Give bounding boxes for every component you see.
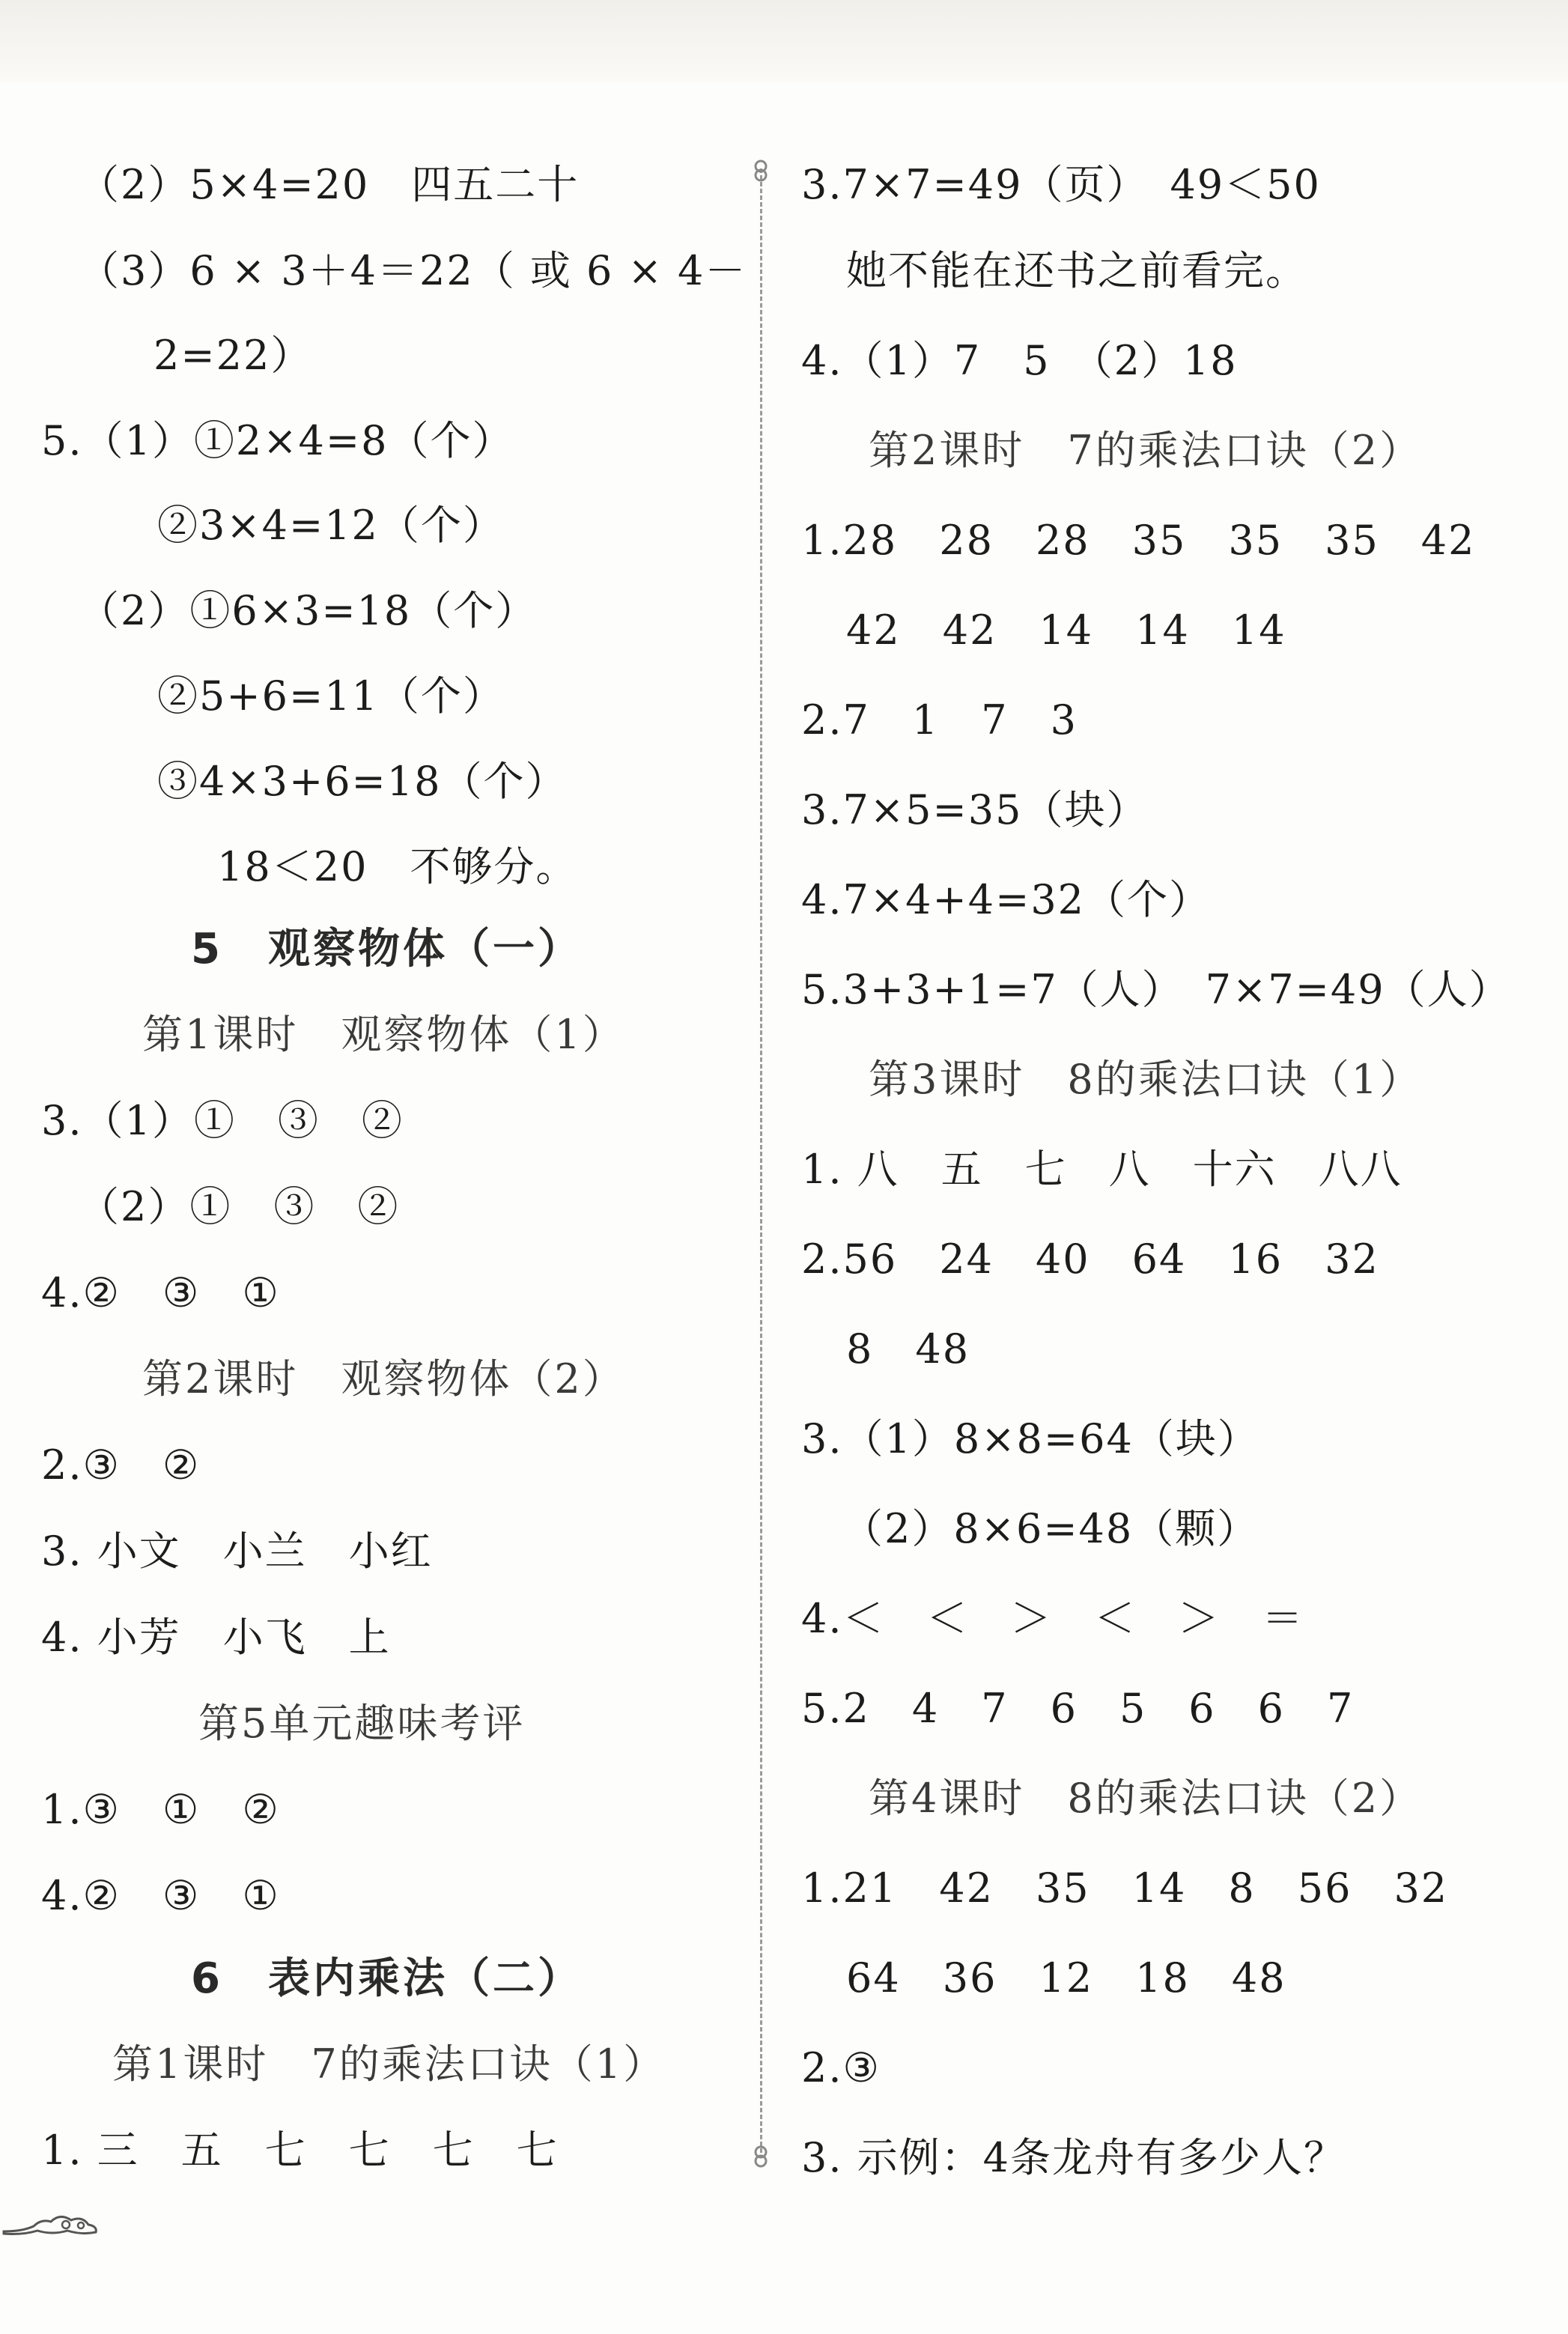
divider-knot-icon (747, 157, 774, 184)
answer-line: 5.2 4 7 6 5 6 6 7 (801, 1685, 1355, 1732)
answer-line: 1.28 28 28 35 35 35 42 (801, 517, 1476, 564)
answer-line: 8 48 (846, 1325, 970, 1373)
unit-heading: 5 观察物体（一） (191, 925, 583, 973)
answer-line: 3.（1）① ③ ② (41, 1097, 404, 1144)
answer-line: 3.7×5=35（块） (801, 786, 1149, 833)
lesson-subheading: 第1课时 7的乘法口诀（1） (112, 2040, 666, 2088)
answer-line: 1. 八 五 七 八 十六 八八 (801, 1146, 1403, 1193)
answer-line: 她不能在还书之前看完。 (846, 247, 1307, 294)
answer-line: 42 42 14 14 14 (846, 607, 1286, 654)
answer-line: 2.7 1 7 3 (801, 696, 1078, 744)
answer-line: ②5+6=11（个） (157, 672, 505, 720)
lesson-subheading: 第1课时 观察物体（1） (142, 1011, 625, 1058)
answer-line: 1.③ ① ② (41, 1786, 280, 1833)
answer-line: 2.③ ② (41, 1441, 201, 1489)
answer-line: 2.56 24 40 64 16 32 (801, 1236, 1379, 1283)
answer-line: 3. 小文 小兰 小红 (41, 1528, 433, 1575)
divider-knot-icon (747, 2143, 774, 2170)
answer-line: 4.② ③ ① (41, 1269, 280, 1316)
lesson-subheading: 第4课时 8的乘法口诀（2） (869, 1775, 1423, 1822)
lesson-subheading: 第2课时 7的乘法口诀（2） (869, 427, 1423, 474)
page-top-band (0, 0, 1568, 82)
lesson-subheading: 第2课时 观察物体（2） (142, 1355, 625, 1402)
answer-line: ③4×3+6=18（个） (157, 758, 568, 805)
answer-line: （2）5×4=20 四五二十 (79, 161, 580, 208)
answer-line: （3）6 × 3＋4＝22（ 或 6 × 4－ (79, 247, 747, 294)
answer-line: ②3×4=12（个） (157, 502, 505, 549)
answer-line: 2=22） (154, 332, 313, 379)
column-divider (760, 168, 762, 2153)
answer-line: （2）8×6=48（颗） (842, 1505, 1259, 1552)
answer-line: （2）①6×3=18（个） (79, 587, 538, 634)
answer-line: 3.7×7=49（页） 49＜50 (801, 161, 1321, 208)
answer-line: 64 36 12 18 48 (846, 1954, 1286, 2002)
answer-line: 1. 三 五 七 七 七 七 (41, 2127, 559, 2174)
answer-line: 3.（1）8×8=64（块） (801, 1415, 1259, 1462)
answer-line: 4. 小芳 小飞 上 (41, 1614, 391, 1661)
cloud-ornament-icon (0, 2205, 105, 2243)
answer-line: 1.21 42 35 14 8 56 32 (801, 1865, 1449, 1912)
answer-line: （2）① ③ ② (79, 1183, 400, 1230)
answer-line: 4.（1）7 5 （2）18 (801, 337, 1238, 384)
unit-heading: 6 表内乘法（二） (191, 1954, 583, 2003)
lesson-subheading: 第3课时 8的乘法口诀（1） (869, 1056, 1423, 1103)
answer-line: 4.7×4+4=32（个） (801, 876, 1212, 923)
answer-line: 18＜20 不够分。 (217, 843, 578, 890)
answer-line: 4.② ③ ① (41, 1872, 280, 1919)
lesson-subheading: 第5单元趣味考评 (198, 1700, 526, 1747)
answer-line: 5.（1）①2×4=8（个） (41, 417, 514, 464)
answer-line: 5.3+3+1=7（人） 7×7=49（人） (801, 966, 1511, 1013)
answer-line: 3. 示例：4条龙舟有多少人？ (801, 2134, 1346, 2181)
answer-line: 2.③ (801, 2044, 881, 2091)
answer-line: 4.＜ ＜ ＞ ＜ ＞ ＝ (801, 1595, 1304, 1642)
